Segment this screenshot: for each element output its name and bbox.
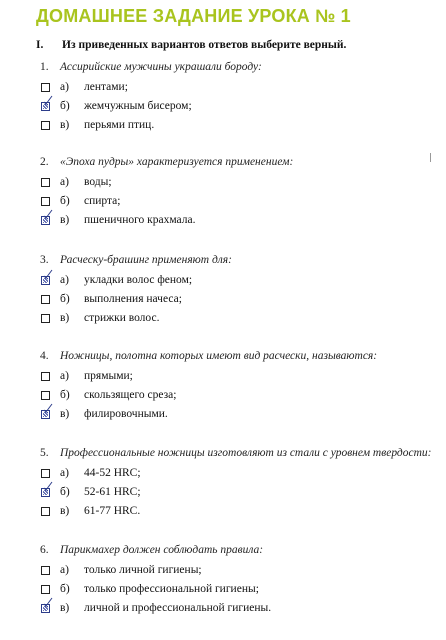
option-letter: а) — [60, 274, 69, 286]
answer-option[interactable] — [0, 100, 440, 116]
instruction-number: I. — [36, 39, 44, 51]
instruction-text: Из приведенных вариантов ответов выберите верный. — [62, 39, 347, 51]
checked-checkbox-icon[interactable] — [41, 216, 50, 225]
checked-checkbox-icon[interactable] — [41, 102, 50, 111]
answer-option[interactable] — [0, 408, 440, 424]
option-text: жемчужным бисером; — [84, 100, 192, 112]
question-number: 1. — [40, 61, 49, 73]
checkbox-icon[interactable] — [41, 314, 50, 323]
option-text: прямыми; — [84, 370, 133, 382]
checkbox-icon[interactable] — [41, 372, 50, 381]
option-text: только личной гигиены; — [84, 564, 202, 576]
option-letter: б) — [60, 583, 70, 595]
question-text — [40, 447, 431, 459]
option-letter: в) — [60, 312, 70, 324]
option-text: 61-77 HRC. — [84, 505, 141, 517]
option-text: скользящего среза; — [84, 389, 177, 401]
option-text: 52-61 HRC; — [84, 486, 141, 498]
question-prompt: Расческу-брашинг применяют для: — [60, 254, 232, 266]
option-text: филировочными. — [84, 408, 168, 420]
answer-option[interactable] — [0, 564, 440, 580]
question-prompt: «Эпоха пудры» характеризуется применением: — [60, 156, 294, 168]
answer-option[interactable] — [0, 214, 440, 230]
answer-option[interactable] — [0, 467, 440, 483]
answer-option[interactable] — [0, 583, 440, 599]
answer-option[interactable] — [0, 486, 440, 502]
answer-option[interactable] — [0, 195, 440, 211]
answer-option[interactable] — [0, 274, 440, 290]
option-letter: в) — [60, 119, 70, 131]
checkbox-icon[interactable] — [41, 507, 50, 516]
page-title: ДОМАШНЕЕ ЗАДАНИЕ УРОКА № 1 — [36, 6, 351, 26]
question-number: 2. — [40, 156, 49, 168]
option-letter: б) — [60, 195, 70, 207]
checked-checkbox-icon[interactable] — [41, 604, 50, 613]
question-prompt: Ножницы, полотна которых имеют вид расчески, называются: — [60, 350, 378, 362]
question-prompt: Парикмахер должен соблюдать правила: — [60, 544, 264, 556]
answer-option[interactable] — [0, 370, 440, 386]
option-text: пшеничного крахмала. — [84, 214, 196, 226]
answer-option[interactable] — [0, 119, 440, 135]
option-letter: б) — [60, 486, 70, 498]
checkbox-icon[interactable] — [41, 585, 50, 594]
question-prompt: Ассирийские мужчины украшали бороду: — [60, 61, 262, 73]
option-letter: а) — [60, 467, 69, 479]
answer-option[interactable] — [0, 389, 440, 405]
option-text: выполнения начеса; — [84, 293, 182, 305]
question-text — [40, 350, 377, 362]
checkbox-icon[interactable] — [41, 83, 50, 92]
option-letter: в) — [60, 214, 70, 226]
option-letter: а) — [60, 564, 69, 576]
option-text: стрижки волос. — [84, 312, 160, 324]
option-letter: в) — [60, 602, 70, 614]
scan-mark — [430, 153, 431, 162]
question-text — [40, 254, 232, 266]
question-number: 6. — [40, 544, 49, 556]
checked-checkbox-icon[interactable] — [41, 410, 50, 419]
question-text — [40, 544, 263, 556]
question-prompt: Профессиональные ножницы изготовляют из стали с уровнем твердости: — [60, 447, 432, 459]
answer-option[interactable] — [0, 505, 440, 521]
question-number: 4. — [40, 350, 49, 362]
option-text: личной и профессиональной гигиены. — [84, 602, 272, 614]
answer-option[interactable] — [0, 81, 440, 97]
instruction — [36, 39, 346, 51]
option-text: укладки волос феном; — [84, 274, 193, 286]
option-text: спирта; — [84, 195, 121, 207]
option-letter: б) — [60, 100, 70, 112]
answer-option[interactable] — [0, 602, 440, 618]
question-text — [40, 156, 293, 168]
answer-option[interactable] — [0, 176, 440, 192]
option-letter: б) — [60, 293, 70, 305]
question-number: 5. — [40, 447, 49, 459]
option-letter: а) — [60, 176, 69, 188]
option-text: воды; — [84, 176, 112, 188]
option-letter: в) — [60, 408, 70, 420]
question-text — [40, 61, 262, 73]
option-text: 44-52 HRC; — [84, 467, 141, 479]
option-letter: а) — [60, 81, 69, 93]
checked-checkbox-icon[interactable] — [41, 276, 50, 285]
checkbox-icon[interactable] — [41, 566, 50, 575]
option-letter: а) — [60, 370, 69, 382]
checkbox-icon[interactable] — [41, 121, 50, 130]
option-letter: б) — [60, 389, 70, 401]
checkbox-icon[interactable] — [41, 295, 50, 304]
answer-option[interactable] — [0, 312, 440, 328]
option-text: лентами; — [84, 81, 128, 93]
checkbox-icon[interactable] — [41, 469, 50, 478]
question-number: 3. — [40, 254, 49, 266]
answer-option[interactable] — [0, 293, 440, 309]
checkbox-icon[interactable] — [41, 197, 50, 206]
option-letter: в) — [60, 505, 70, 517]
checked-checkbox-icon[interactable] — [41, 488, 50, 497]
checkbox-icon[interactable] — [41, 178, 50, 187]
option-text: перьями птиц. — [84, 119, 155, 131]
option-text: только профессиональной гигиены; — [84, 583, 259, 595]
checkbox-icon[interactable] — [41, 391, 50, 400]
